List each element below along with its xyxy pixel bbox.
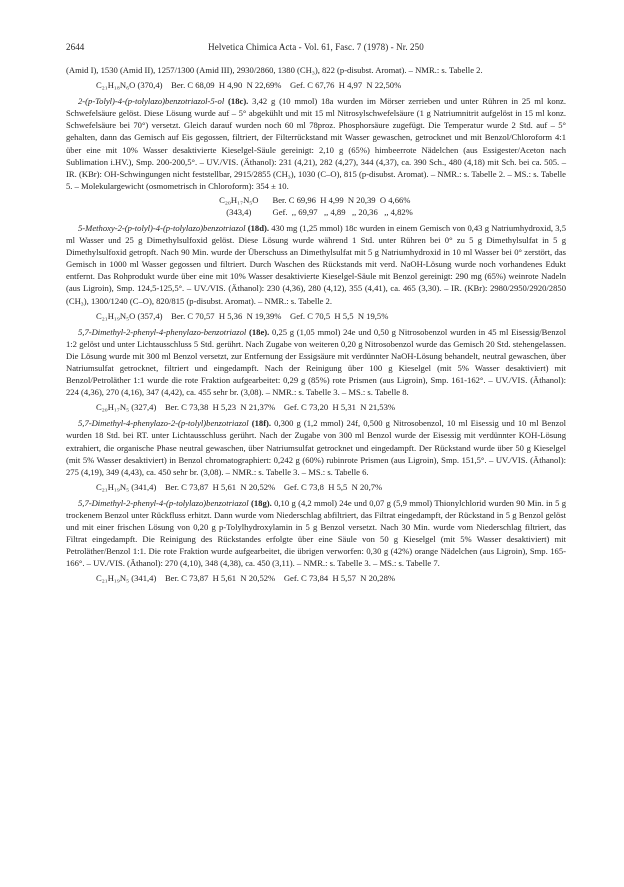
analysis-found: Gef. ,, 69,97 ,, 4,89 ,, 20,36 ,, 4,82%: [272, 206, 413, 217]
paragraph-body: 0,10 g (4,2 mmol) 24e und 0,07 g (5,9 mmol) Thionylchlorid wurden 90 Min. in 5 g trockenem Benzol unter Rückfluss erhitzt. Dann wurde vom Niederschlag abfiltriert, das Filtrat eingedampft, der Rückstand in 5 g Benzol gelöst und mit einer frischen Lösung von 0,20 g p-Tolylhydroxylamin in 5 g Benzol versetzt. Nach 30 Min. wurde vom Niederschlag filtriert, das Filtrat eingedampft. Die Reinigung des Rückstandes erfolgte über eine Säule von 50 g Kieselgel (mit 5% Wasser desaktiviert) mit Petroläther/Benzol 1:1. Die rote Fraktion wurde aufgearbeitet, die übrigen verworfen: 0,30 g (42%) orange Nädelchen (aus Ligroin), Smp. 165-166°. – UV./VIS. (Äthanol): 270 (4,10), 348 (4,38), ca. 450 (3,11). – NMR.: s. Tabelle 3. – MS.: s. Tabelle 7.: [66, 497, 566, 569]
analysis-calculated: Ber. C 73,87 H 5,61 N 20,52%: [164, 481, 276, 492]
compound-title: 5-Methoxy-2-(p-tolyl)-4-(p-tolylazo)benzotriazol: [78, 222, 246, 233]
analysis-found: Gef. C 73,84 H 5,57 N 20,28%: [283, 573, 396, 584]
page-number: 2644: [66, 42, 85, 52]
analysis-calculated: Ber. C 73,87 H 5,61 N 20,52%: [164, 573, 276, 584]
analysis-calculated: Ber. C 69,96 H 4,99 N 20,39 O 4,66%: [272, 194, 411, 205]
paragraph-18c: [66, 95, 566, 192]
paragraph-18d: [66, 222, 566, 307]
elemental-analysis-18c: [66, 194, 566, 218]
running-header: [66, 42, 566, 56]
compound-title: 5,7-Dimethyl-4-phenylazo-2-(p-tolyl)benzotriazol: [78, 418, 249, 429]
paragraph-body: 3,42 g (10 mmol) 18a wurden im Mörser zerrieben und unter Rühren in 25 ml konz. Schwefelsäure gelöst. Diese Lösung wurde auf – 5° abgekühlt und mit 15 ml Nitrosylschwefelsäure (1 g Natriumnitrit aufgelöst in 15 ml konz. Schwefelsäure bei 70°) versetzt. Gleich darauf wurden noch 60 ml 78proz. Phosphorsäure zugefügt. Die Temperatur wurde 2 Std. auf – 5° gehalten, dann das Gemisch auf Eis gegossen, filtriert, der Filterrückstand mit Wasser gewaschen, getrocknet und mit Benzol/Chloroform 4:1 über eine mit 10% Wasser desaktivierte Kieselgel-Säule gereinigt: 2,10 g (65%) himbeerrote Nädelchen (aus Essigester/Aceton nach Sublimation i.HV.), Smp. 200-200,5°. – UV./VIS. (Äthanol): 231 (4,21), 282 (4,27), 344 (4,37), ca. 390 Sch., 480 (4,18) mit Sch. bei ca. 505. – IR. (KBr): OH-Schwingungen nicht feststellbar, 2915/2855 (CH₃), 1030 (C–O), 815 (p-disubst. Aromat). – NMR.: s. Tabelle 2. – MS.: s. Tabelle 5. – Molekulargewicht (osmometrisch in Chloroform): 354 ± 10.: [66, 96, 566, 191]
paragraph-body: 430 mg (1,25 mmol) 18c wurden in einem Gemisch von 0,43 g Natriumhydroxid, 3,5 ml Wasser und 25 g Dimethylsulfoxid gelöst. Diese Lösung wurde während 1 Std. unter Rühren bei 0° zu 5 g Dimethylsulfat in 5 g Dimethylsulfoxid getropft. Nach 90 Min. wurde der Überschuss an Dimethylsulfat mit 5 g Natriumhydroxid in 10 ml Wasser bei 0° zerstört, das Gemisch in 1000 ml Wasser gegossen und filtriert. Durch Waschen des Rückstands mit verd. NaOH-Lösung wurde noch vorhandenes Edukt entfernt. Das Rohprodukt wurde über eine mit 10% Wasser desaktivierte Kieselgel-Säule mit Benzol gereinigt: 290 mg (65%) weinrote Nadeln (aus Ligroin), Smp. 124,5-125,5°. – UV./VIS. (Äthanol): 230 (4,36), 280 (4,12), 355 (4,41), ca. 465 (3,30). – IR. (KBr): 2980/2950/2920/2850 (CH₃), 1300/1240 (C–O), 820/815 (p-disubst. Aromat). – NMR.: s. Tabelle 2.: [66, 222, 566, 306]
compound-id: (18d).: [247, 222, 270, 233]
elemental-analysis-18e: [66, 401, 566, 413]
compound-title: 2-(p-Tolyl)-4-(p-tolylazo)benzotriazol-5-ol: [78, 96, 225, 107]
elemental-analysis-18d: [66, 310, 566, 322]
elemental-analysis-18b: [66, 79, 566, 91]
compound-id: (18g).: [251, 497, 272, 508]
compound-title: 5,7-Dimethyl-2-phenyl-4-phenylazo-benzotriazol: [78, 326, 247, 337]
analysis-formula: C₂₁H₁₉N₅O (357,4): [96, 310, 163, 321]
paragraph-continuation: (Amid I), 1530 (Amid II), 1257/1300 (Amid III), 2930/2860, 1380 (CH₃), 822 (p-disubst. Aromat). – NMR.: s. Tabelle 2.: [66, 65, 483, 75]
analysis-formula: C₂₁H₁₉N₅ (341,4): [96, 573, 157, 584]
compound-id: (18f).: [251, 418, 272, 429]
analysis-formula: C₂₁H₁₉N₅ (341,4): [96, 481, 157, 492]
compound-id: (18e).: [249, 326, 270, 337]
analysis-found: Gef. C 70,5 H 5,5 N 19,5%: [290, 310, 389, 321]
paragraph-body: 0,25 g (1,05 mmol) 24e und 0,50 g Nitrosobenzol wurden in 45 ml Eisessig/Benzol 1:2 gelöst und unter Lichtausschluss 5 Std. gerührt. Nach Zugabe von weiteren 0,20 g Nitrosobenzol wurde das Gemisch 20 Std. stehengelassen. Die Lösung wurde mit 300 ml Benzol versetzt, zur Entfernung der Essigsäure mit verdünnter NaOH-Lösung behandelt, neutral gewaschen, über Natriumsulfat getrocknet, filtriert und eingedampft. Nach der Reinigung über 100 g Kieselgel (mit 5% Wasser desaktiviert) mit Benzol/Petroläther 1:1 wurde die rote Fraktion aufgearbeitet: 0,29 g (85%) rote Prismen (aus Ligroin), Smp. 161-162°. – UV./VIS. (Äthanol): 224 (4,36), 270 (4,16), 347 (4,42), ca. 455 sehr br. (3,08). – NMR.: s. Tabelle 3. – MS.: s. Tabelle 8.: [66, 326, 566, 398]
paragraph-18e: [66, 326, 566, 399]
compound-title: 5,7-Dimethyl-2-phenyl-4-(p-tolylazo)benzotriazol: [78, 497, 249, 508]
paragraph-body: 0,300 g (1,2 mmol) 24f, 0,500 g Nitrosobenzol, 10 ml Eisessig und 10 ml Benzol wurden 18 Std. bei RT. unter Lichtausschluss gerührt. Nach der Zugabe von 300 ml Benzol wurde der Eisessig mit verdünnter KOH-Lösung extrahiert, die organische Phase neutral gewaschen, über Natriumsulfat getrocknet und eingedampft. Der Rückstand wurde über 50 g Kieselgel (mit 5% Wasser desaktiviert) in Benzol chromatographiert: 0,242 g (60%) rubinrote Prismen (aus Ligroin), Smp. 151,5°. – UV./VIS. (Äthanol): 275 (4,19), 349 (4,43), ca. 450 sehr br. (3,08). – NMR.: s. Tabelle 3. – MS.: s. Tabelle 6.: [66, 418, 567, 477]
analysis-molar-mass: (343,4): [226, 206, 252, 217]
body-text: [66, 64, 566, 585]
page: [66, 42, 566, 589]
analysis-calculated: Ber. C 68,09 H 4,90 N 22,69%: [171, 80, 282, 91]
analysis-formula: C₂₀H₁₇N₅O: [219, 194, 259, 205]
analysis-found: Gef. C 73,8 H 5,5 N 20,7%: [283, 481, 383, 492]
analysis-formula: C₂₁H₁₈N₆O (370,4): [96, 80, 163, 91]
analysis-found: Gef. C 73,20 H 5,31 N 21,53%: [283, 402, 396, 413]
paragraph-18g: [66, 497, 566, 570]
elemental-analysis-18g: [66, 572, 566, 584]
analysis-formula: C₂₀H₁₇N₅ (327,4): [96, 402, 157, 413]
analysis-calculated: Ber. C 70,57 H 5,36 N 19,39%: [171, 310, 282, 321]
analysis-calculated: Ber. C 73,38 H 5,23 N 21,37%: [164, 402, 276, 413]
paragraph-18f: [66, 417, 566, 477]
analysis-found: Gef. C 67,76 H 4,97 N 22,50%: [290, 80, 402, 91]
compound-id: (18c).: [228, 96, 249, 107]
journal-citation: Helvetica Chimica Acta - Vol. 61, Fasc. 7 (1978) - Nr. 250: [208, 42, 424, 52]
elemental-analysis-18f: [66, 481, 566, 493]
